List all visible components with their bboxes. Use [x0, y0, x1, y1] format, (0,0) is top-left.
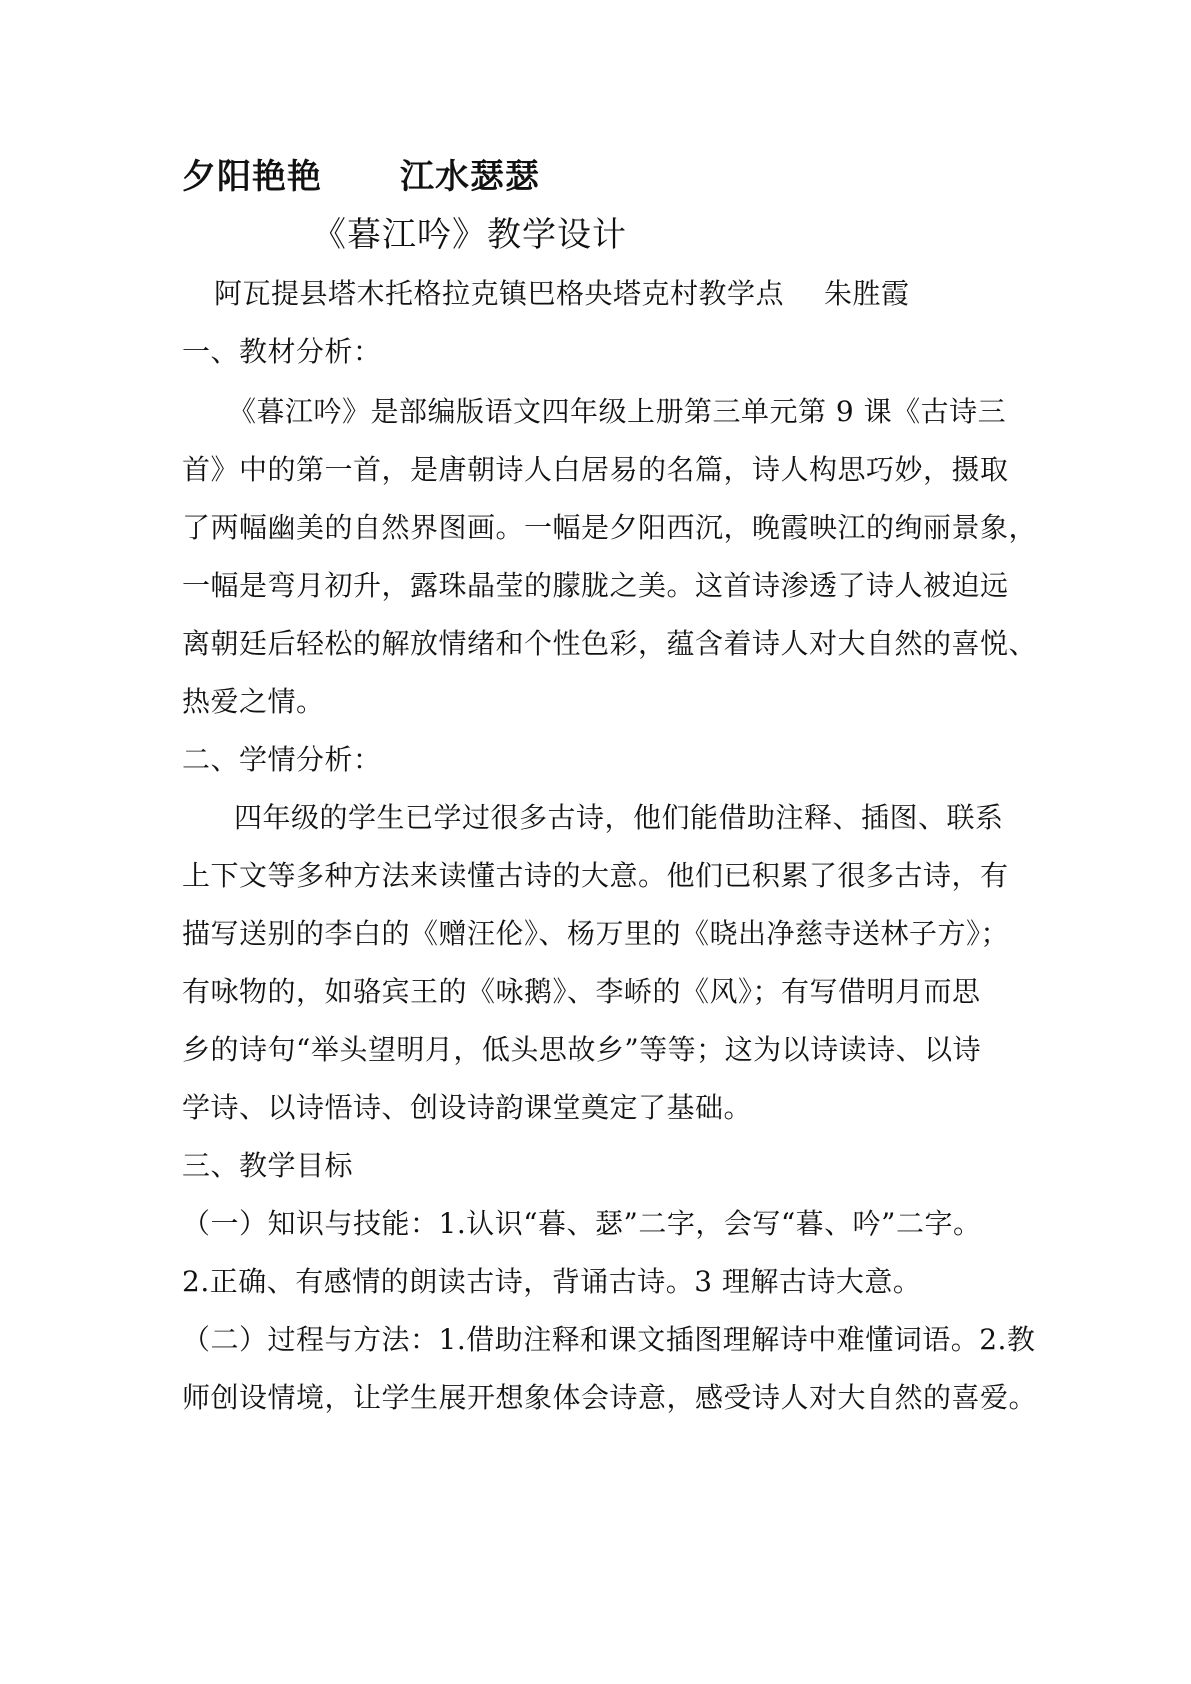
paragraph-line: （二）过程与方法：1.借助注释和课文插图理解诗中难懂词语。2.教: [182, 1323, 1036, 1356]
section-heading-3: 三、教学目标: [182, 1149, 354, 1182]
paragraph-line: 上下文等多种方法来读懂古诗的大意。他们已积累了很多古诗，有: [182, 859, 1009, 892]
paragraph-line: （一）知识与技能：1.认识“暮、瑟”二字，会写“暮、吟”二字。: [182, 1207, 982, 1240]
document-subtitle: 《暮江吟》教学设计: [312, 215, 627, 255]
paragraph-line: 描写送别的李白的《赠汪伦》、杨万里的《晓出净慈寺送林子方》；: [182, 917, 1010, 950]
paragraph-line: 《暮江吟》是部编版语文四年级上册第三单元第 9 课《古诗三: [228, 395, 1007, 428]
author-line: [214, 274, 910, 314]
paragraph-line: 了两幅幽美的自然界图画。一幅是夕阳西沉，晚霞映江的绚丽景象，: [182, 511, 1038, 544]
paragraph-line: 2.正确、有感情的朗读古诗，背诵古诗。3 理解古诗大意。: [182, 1265, 922, 1298]
title-part-1: 夕阳艳艳: [182, 157, 322, 197]
paragraph-line: 师创设情境，让学生展开想象体会诗意，感受诗人对大自然的喜爱。: [182, 1381, 1038, 1414]
paragraph-line: 离朝廷后轻松的解放情绪和个性色彩，蕴含着诗人对大自然的喜悦、: [182, 627, 1038, 660]
paragraph-line: 一幅是弯月初升，露珠晶莹的朦胧之美。这首诗渗透了诗人被迫远: [182, 569, 1009, 602]
paragraph-line: 热爱之情。: [182, 685, 325, 718]
author-affiliation: 阿瓦提县塔木托格拉克镇巴格央塔克村教学点: [214, 277, 785, 310]
section-heading-1: 一、教材分析：: [182, 335, 382, 368]
author-name: 朱胜霞: [824, 277, 910, 310]
paragraph-line: 学诗、以诗悟诗、创设诗韵课堂奠定了基础。: [182, 1091, 753, 1124]
paragraph-line: 有咏物的，如骆宾王的《咏鹅》、李峤的《风》；有写借明月而思: [182, 975, 981, 1008]
paragraph-line: 乡的诗句“举头望明月，低头思故乡”等等；这为以诗读诗、以诗: [182, 1033, 982, 1066]
title-part-2: 江水瑟瑟: [400, 157, 540, 197]
section-heading-2: 二、学情分析：: [182, 743, 382, 776]
document-title: [182, 154, 540, 200]
paragraph-line: 首》中的第一首，是唐朝诗人白居易的名篇，诗人构思巧妙，摄取: [182, 453, 1009, 486]
paragraph-line: 四年级的学生已学过很多古诗，他们能借助注释、插图、联系: [234, 801, 1004, 834]
